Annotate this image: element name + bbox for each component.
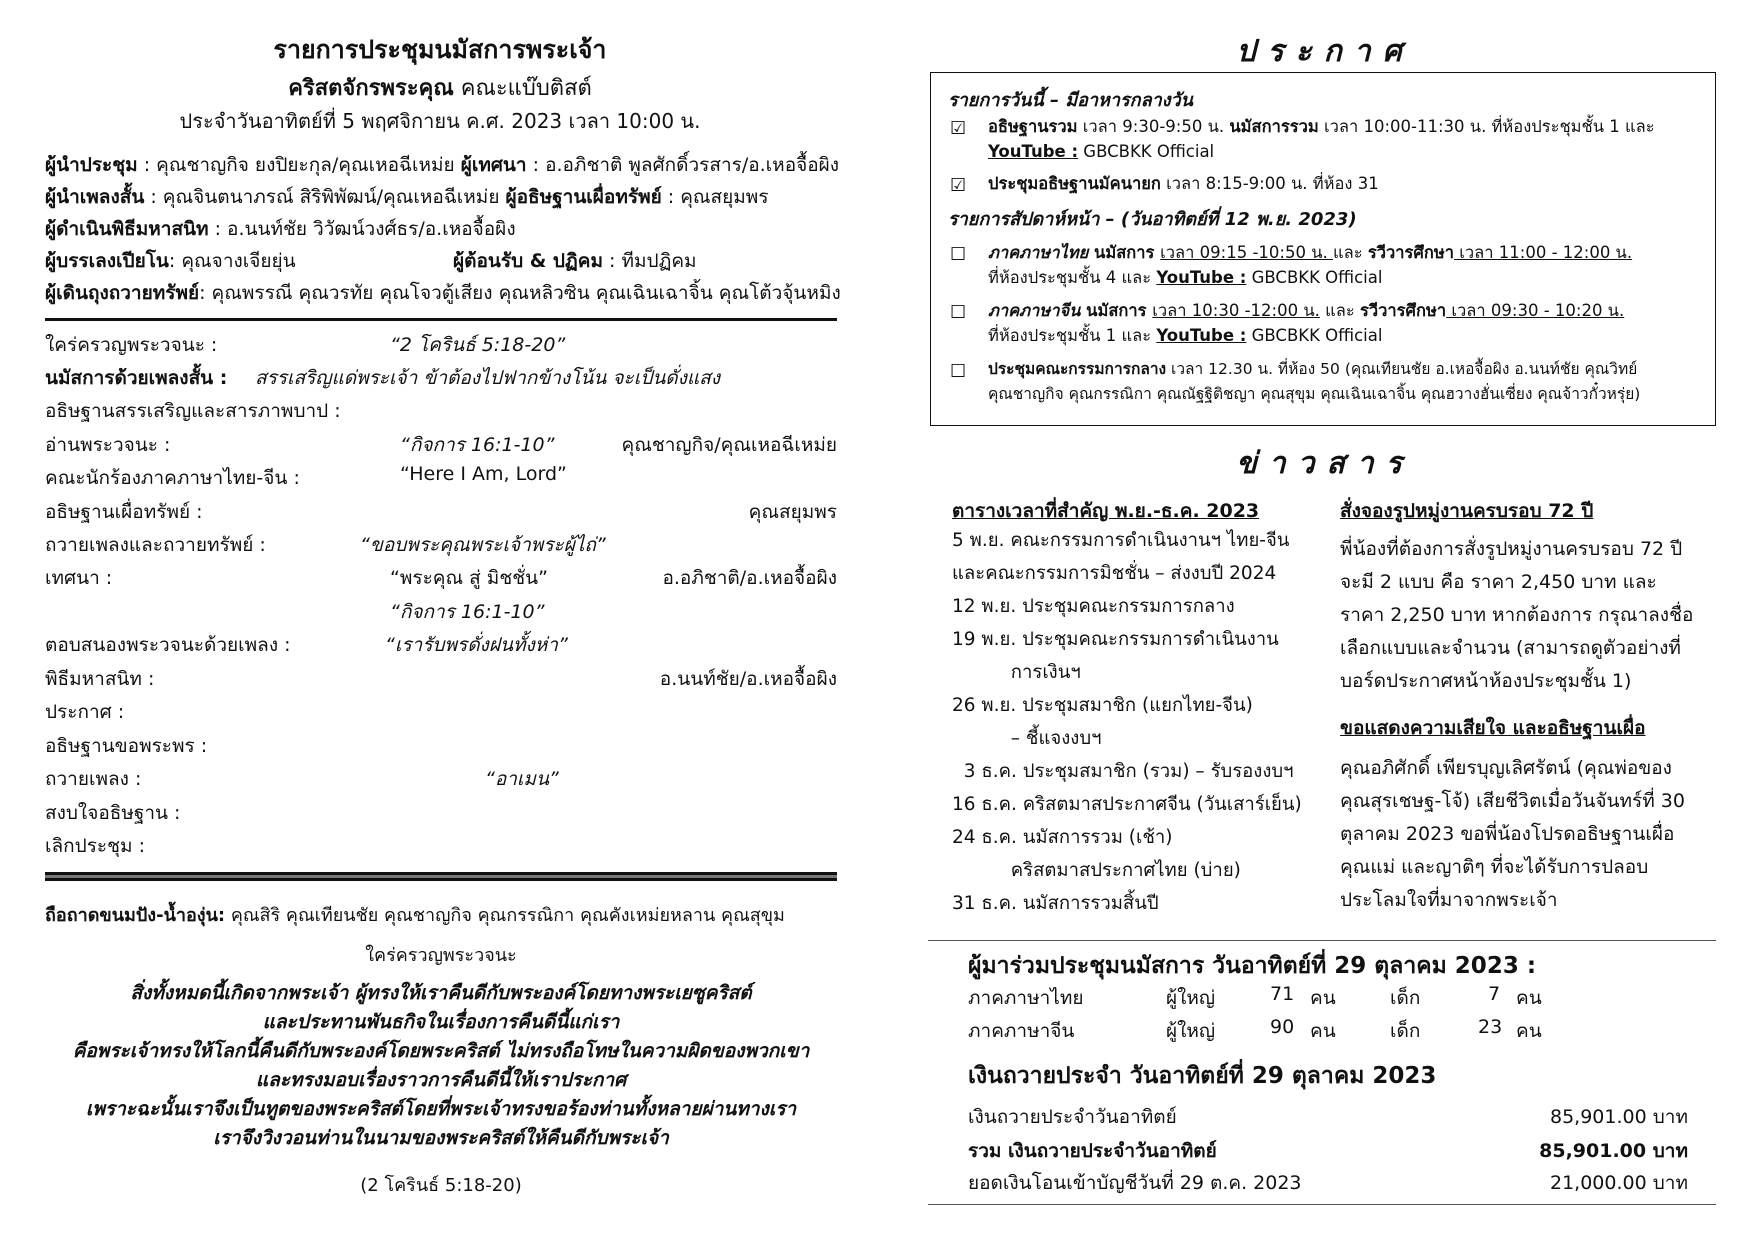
order-row [45, 731, 837, 761]
order-label: สงบใจอธิษฐาน : [45, 802, 181, 824]
schedule-heading: ตารางเวลาที่สำคัญ พ.ย.-ธ.ค. 2023 [952, 500, 1260, 522]
order-row [45, 831, 837, 861]
today-heading: รายการวันนี้ – มีอาหารกลางวัน [948, 90, 1193, 111]
announcements-title: ประกาศ [1236, 34, 1414, 69]
schedule-item: การเงินฯ [952, 662, 1081, 683]
verse-line: และทรงมอบเรื่องราวการคืนดีนี้ให้เราประกาศ [255, 1069, 627, 1091]
staff-role: ผู้เดินถุงถวายทรัพย์ [45, 282, 200, 304]
item-text: เวลา 8:15-9:00 น. ที่ห้อง 31 [1160, 174, 1379, 193]
order-row [45, 597, 837, 627]
condolence-heading: ขอแสดงความเสียใจ และอธิษฐานเผื่อ [1340, 717, 1646, 739]
divider [45, 318, 837, 321]
empty-checkbox-icon: ☐ [950, 244, 967, 265]
count-unit: คน [1516, 1020, 1542, 1042]
empty-checkbox-icon: ☐ [950, 302, 967, 323]
staff-person: : คุณสยุมพร [661, 186, 769, 208]
count-unit: คน [1516, 987, 1542, 1009]
schedule-item: และคณะกรรมการมิชชั่น – ส่งงบปี 2024 [952, 563, 1277, 584]
adult-count: 71 [1270, 983, 1295, 1005]
verse-line: และประทานพันธกิจในเรื่องการคืนดีนี้แก่เรา [262, 1011, 620, 1033]
item-bold: นมัสการรวม [1229, 117, 1319, 136]
order-label: อธิษฐานขอพระพร : [45, 735, 208, 757]
verse-line: คือพระเจ้าทรงให้โลกนี้คืนดีกับพระองค์โดยพระคริสต์ ไม่ทรงถือโทษในความผิดของพวกเขา [72, 1040, 810, 1062]
verse-line: สิ่งทั้งหมดนี้เกิดจากพระเจ้า ผู้ทรงให้เราคืนดีกับพระองค์โดยทางพระเยซูคริสต์ [130, 982, 752, 1004]
order-row [45, 463, 837, 493]
youtube-label: YouTube : [988, 142, 1079, 161]
order-detail: “Here I Am, Lord” [400, 463, 567, 485]
item-time: เวลา 09:15 -10:50 น. [1160, 243, 1333, 262]
staff-line [45, 150, 839, 180]
staff-person: : คุณพรรณี คุณวรทัย คุณโจวตู้เสียง คุณหลิวซิน คุณเฉินเฉาจิ้น คุณโต้วจุ้นหมิง [199, 282, 841, 304]
staff-role: ผู้ต้อนรับ & ปฏิคม [453, 250, 603, 272]
news-title: ข่าวสาร [1236, 446, 1414, 481]
order-person: อ.นนท์ชัย/อ.เหอจื้อผิง [659, 668, 837, 690]
order-row [45, 530, 837, 560]
item-text: ที่ห้องประชุมชั้น 4 และ [988, 268, 1157, 287]
order-detail: “2 โครินธ์ 5:18-20” [390, 334, 566, 356]
church-name [45, 70, 835, 105]
offering-amount: 85,901.00 บาท [1539, 1140, 1688, 1162]
item-bold: นมัสการ [1088, 243, 1161, 262]
youtube-channel: GBCBKK Official [1246, 326, 1383, 345]
staff-line [45, 214, 516, 244]
divider [45, 872, 837, 881]
order-label: อธิษฐานสรรเสริญและสารภาพบาป : [45, 400, 341, 422]
order-row [45, 798, 837, 828]
communion-servers [45, 900, 785, 929]
child-count: 7 [1488, 983, 1501, 1005]
order-detail: “เรารับพรดั่งฝนทั้งห่า” [385, 634, 568, 656]
child-label: เด็ก [1390, 1020, 1421, 1042]
staff-person: : อ.อภิชาติ พูลศักดิ์วรสาร/อ.เหอจื้อผิง [526, 154, 840, 176]
next-week-item [950, 240, 1710, 290]
divider [928, 940, 1716, 941]
schedule-item: 3 ธ.ค. ประชุมสมาชิก (รวม) – รับรองงบฯ [952, 761, 1294, 782]
staff-person: : ทีมปฏิคม [603, 250, 697, 272]
offering-total-row [968, 1136, 1688, 1166]
offering-row [968, 1168, 1688, 1198]
offering-label: เงินถวายประจำวันอาทิตย์ [968, 1106, 1177, 1128]
staff-line [45, 182, 769, 212]
count-unit: คน [1310, 1020, 1336, 1042]
order-label: นมัสการด้วยเพลงสั้น : [45, 367, 228, 389]
verse-reference: (2 โครินธ์ 5:18-20) [360, 1175, 522, 1196]
schedule-item: 19 พ.ย. ประชุมคณะกรรมการดำเนินงาน [952, 629, 1279, 650]
item-text: เวลา 10:00-11:30 น. ที่ห้องประชุมชั้น 1 และ [1318, 117, 1655, 136]
staff-role: ผู้นำเพลงสั้น [45, 186, 145, 208]
adult-label: ผู้ใหญ่ [1166, 987, 1216, 1009]
order-label: พิธีมหาสนิท : [45, 668, 155, 690]
count-unit: คน [1310, 987, 1336, 1009]
staff-person: : คุณจินตนาภรณ์ สิริพิพัฒน์/คุณเหอฉีเหม่ย [144, 186, 506, 208]
item-text: คุณชาญกิจ คุณกรรณิกา คุณณัฐฐิติชญา คุณสุขุม คุณเฉินเฉาจิ้น คุณฮวางฮั่นเซี่ยง คุณจ้าวกั๋วหรุ่ย) [988, 385, 1641, 403]
empty-checkbox-icon: ☐ [950, 361, 967, 382]
schedule-item: 26 พ.ย. ประชุมสมาชิก (แยกไทย-จีน) [952, 695, 1253, 716]
order-row [45, 330, 837, 360]
photo-order-text: พี่น้องที่ต้องการสั่งรูปหมู่งานครบรอบ 72 ปี จะมี 2 แบบ คือ ราคา 2,450 บาท และราคา 2,250 บาท หากต้องการ กรุณาลงชื่อ เลือกแบบและจำนวน (สามารถดูตัวอย่างที่บอร์ดประกาศหน้าห้องประชุมชั้น 1) [1340, 538, 1694, 692]
order-label: ประกาศ : [45, 701, 125, 723]
offering-label: รวม เงินถวายประจำวันอาทิตย์ [968, 1140, 1217, 1162]
staff-person: : คุณจางเจียยุ่น [168, 250, 296, 272]
schedule-item: 5 พ.ย. คณะกรรมการดำเนินงานฯ ไทย-จีน [952, 530, 1290, 551]
communion-label: ถือถาดขนมปัง-น้ำองุ่น: [45, 905, 226, 926]
item-bold: ภาคภาษาไทย [988, 243, 1089, 262]
item-text: และ [1319, 301, 1360, 320]
attendance-group: ภาคภาษาไทย [968, 987, 1084, 1009]
order-label: อธิษฐานเผื่อทรัพย์ : [45, 501, 203, 523]
schedule-list [952, 524, 1312, 920]
checked-box-icon: ☑ [950, 175, 967, 196]
item-bold: นมัสการ [1080, 301, 1153, 320]
adult-count: 90 [1270, 1016, 1295, 1038]
item-bold: ประชุมอธิษฐานมัคนายก [988, 174, 1161, 193]
item-bold: รวีวารศึกษา [1359, 301, 1447, 320]
checked-box-icon: ☑ [950, 118, 967, 139]
order-detail: “อาเมน” [485, 768, 559, 790]
order-detail: “กิจการ 16:1-10” [400, 434, 555, 456]
order-row [45, 697, 837, 727]
order-row [45, 664, 837, 694]
order-person: อ.อภิชาติ/อ.เหอจื้อผิง [662, 567, 837, 589]
verse-line: เพราะฉะนั้นเราจึงเป็นทูตของพระคริสต์โดยที่พระเจ้าทรงขอร้องท่านทั้งหลายผ่านทางเรา [85, 1098, 797, 1120]
schedule-item: – ชี้แจงงบฯ [952, 728, 1102, 749]
order-row [45, 430, 837, 460]
youtube-label: YouTube : [1156, 268, 1247, 287]
item-bold: ภาคภาษาจีน [988, 301, 1081, 320]
divider [928, 1204, 1716, 1205]
staff-line [45, 278, 841, 308]
order-row [45, 363, 837, 393]
item-bold: รวีวารศึกษา [1367, 243, 1454, 262]
order-label: ถวายเพลง : [45, 768, 142, 790]
order-row [45, 563, 837, 593]
staff-role: ผู้บรรเลงเปียโน [45, 250, 169, 272]
item-text: เวลา 12.30 น. ที่ห้อง 50 (คุณเทียนชัย อ.เหอจื้อผิง อ.นนท์ชัย คุณวิทย์ [1166, 360, 1638, 378]
child-count: 23 [1478, 1016, 1503, 1038]
order-label: คณะนักร้องภาคภาษาไทย-จีน : [45, 467, 300, 489]
order-person: คุณชาญกิจ/คุณเหอฉีเหม่ย [621, 434, 837, 456]
verse-heading: ใคร่ครวญพระวจนะ [365, 945, 517, 966]
today-item [950, 171, 1710, 196]
order-row [45, 497, 837, 527]
schedule-item: 31 ธ.ค. นมัสการรวมสิ้นปี [952, 893, 1159, 914]
offering-heading: เงินถวายประจำ วันอาทิตย์ที่ 29 ตุลาคม 2023 [968, 1063, 1437, 1089]
order-row [45, 396, 837, 426]
church-name-bold: คริสตจักรพระคุณ [288, 76, 454, 101]
schedule-item: คริสตมาสประกาศไทย (บ่าย) [952, 860, 1241, 881]
youtube-channel: GBCBKK Official [1246, 268, 1383, 287]
order-detail: สรรเสริญแด่พระเจ้า ข้าต้องไปฟากข้างโน้น จะเป็นดั่งแสง [255, 367, 721, 389]
item-bold: ประชุมคณะกรรมการกลาง [988, 360, 1167, 378]
staff-role: ผู้ดำเนินพิธีมหาสนิท [45, 218, 209, 240]
order-detail: “พระคุณ สู่ มิชชั่น” [390, 567, 548, 589]
staff-role: ผู้อธิษฐานเผื่อทรัพย์ [505, 186, 662, 208]
staff-role: ผู้เทศนา [460, 154, 527, 176]
item-time: เวลา 10:30 -12:00 น. [1152, 301, 1320, 320]
order-label: ตอบสนองพระวจนะด้วยเพลง : [45, 634, 291, 656]
order-row [45, 630, 837, 660]
attendance-group: ภาคภาษาจีน [968, 1020, 1075, 1042]
next-week-item [950, 298, 1710, 348]
attendance-row [968, 1016, 1588, 1046]
order-label: เทศนา : [45, 567, 113, 589]
child-label: เด็ก [1390, 987, 1421, 1009]
offering-amount: 21,000.00 บาท [1550, 1172, 1688, 1194]
order-label: เลิกประชุม : [45, 835, 145, 857]
church-denomination: คณะแบ๊บติสต์ [453, 76, 592, 101]
order-detail: “กิจการ 16:1-10” [390, 601, 545, 623]
schedule-item: 12 พ.ย. ประชุมคณะกรรมการกลาง [952, 596, 1235, 617]
communion-names: คุณสิริ คุณเทียนชัย คุณชาญกิจ คุณกรรณิกา คุณคังเหม่ยหลาน คุณสุขุม [225, 905, 785, 926]
today-item [950, 114, 1710, 164]
staff-role: ผู้นำประชุม [45, 154, 138, 176]
next-week-heading: รายการสัปดาห์หน้า – (วันอาทิตย์ที่ 12 พ.ย. 2023) [948, 209, 1357, 230]
youtube-label: YouTube : [1156, 326, 1247, 345]
order-label: อ่านพระวจนะ : [45, 434, 171, 456]
committee-item [950, 357, 1710, 407]
attendance-row [968, 983, 1588, 1013]
offering-amount: 85,901.00 บาท [1550, 1106, 1688, 1128]
offering-row [968, 1102, 1688, 1132]
order-row [45, 764, 837, 794]
item-text: เวลา 9:30-9:50 น. [1077, 117, 1230, 136]
order-person: คุณสยุมพร [748, 501, 837, 523]
service-date: ประจำวันอาทิตย์ที่ 5 พฤศจิกายน ค.ศ. 2023 เวลา 10:00 น. [179, 109, 701, 133]
item-time: เวลา 11:00 - 12:00 น. [1454, 243, 1633, 262]
condolence-text: คุณอภิศักดิ์ เพียรบุญเลิศรัตน์ (คุณพ่อของคุณสุรเชษฐ-โจ้) เสียชีวิตเมื่อวันจันทร์ที่ 30 ตุลาคม 2023 ขอพี่น้องโปรดอธิษฐานเผื่อคุณแม่ และญาติๆ ที่จะได้รับการปลอบประโลมใจที่มาจากพระเจ้า [1340, 757, 1685, 911]
order-detail: “ขอบพระคุณพระเจ้าพระผู้ไถ่” [360, 534, 606, 556]
offering-label: ยอดเงินโอนเข้าบัญชีวันที่ 29 ต.ค. 2023 [968, 1172, 1302, 1194]
adult-label: ผู้ใหญ่ [1166, 1020, 1216, 1042]
verse-line: เราจึงวิงวอนท่านในนามของพระคริสต์ให้คืนดีกับพระเจ้า [213, 1127, 669, 1149]
order-label: ใคร่ครวญพระวจนะ : [45, 334, 218, 356]
schedule-item: 16 ธ.ค. คริสตมาสประกาศจีน (วันเสาร์เย็น) [952, 794, 1302, 815]
item-bold: อธิษฐานรวม [988, 117, 1078, 136]
youtube-channel: GBCBKK Official [1078, 142, 1215, 161]
staff-person: : อ.นนท์ชัย วิวัฒน์วงศ์ธร/อ.เหอจื้อผิง [208, 218, 516, 240]
schedule-item: 24 ธ.ค. นมัสการรวม (เช้า) [952, 827, 1173, 848]
item-time: เวลา 09:30 - 10:20 น. [1446, 301, 1625, 320]
item-text: ที่ห้องประชุมชั้น 1 และ [988, 326, 1157, 345]
order-label: ถวายเพลงและถวายทรัพย์ : [45, 534, 266, 556]
item-text: และ [1333, 243, 1368, 262]
staff-line [45, 246, 837, 276]
photo-order-heading: สั่งจองรูปหมู่งานครบรอบ 72 ปี [1340, 500, 1594, 522]
staff-person: : คุณชาญกิจ ยงปิยะกุล/คุณเหอฉีเหม่ย [137, 154, 461, 176]
bulletin-title: รายการประชุมนมัสการพระเจ้า [273, 35, 607, 64]
attendance-heading: ผู้มาร่วมประชุมนมัสการ วันอาทิตย์ที่ 29 ตุลาคม 2023 : [968, 953, 1537, 979]
